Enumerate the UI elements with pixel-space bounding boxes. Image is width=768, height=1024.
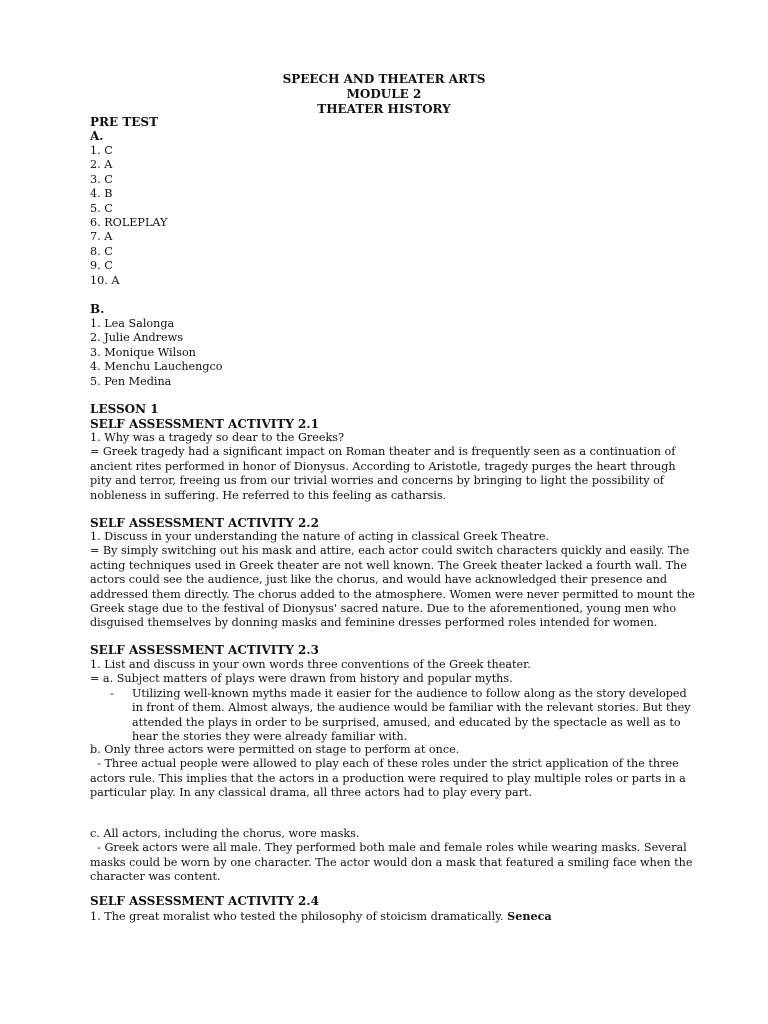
answer-item: 4. B	[90, 187, 113, 201]
answer-line: pity and terror, freeing us from our trivial worries and concerns by bringing to light the possibility of	[90, 474, 664, 488]
detail-line: masks could be worn by one character. The actor would don a mask that featured a smiling face when the	[90, 855, 693, 869]
activity-2-1-heading: SELF ASSESSMENT ACTIVITY 2.1	[90, 417, 319, 431]
detail-line: - Greek actors were all male. They performed both male and female roles while wearing masks. Several	[90, 841, 687, 855]
convention-b: b. Only three actors were permitted on stage to perform at once.	[90, 743, 460, 756]
activity-2-2-body	[90, 530, 695, 631]
detail-line: attended the plays in order to be surprised, amused, and educated by the spectacle as well as to	[132, 715, 681, 729]
answer-item: 9. C	[90, 259, 113, 273]
answer-item: 7. A	[90, 230, 113, 244]
answer-line: addressed them directly. The chorus added to the atmosphere. Women were never permitted to mount the	[90, 587, 695, 601]
answer-item: 3. Monique Wilson	[90, 345, 196, 359]
question-text: 1. List and discuss in your own words three conventions of the Greek theater.	[90, 658, 531, 671]
convention-c-block	[90, 827, 693, 885]
activity-2-4-body	[90, 909, 680, 924]
question-text: 1. The great moralist who tested the philosophy of stoicism dramatically.	[90, 910, 504, 923]
answer-line: = Greek tragedy had a significant impact on Roman theater and is frequently seen as a continuation of	[90, 445, 676, 459]
answer-item: 3. C	[90, 172, 113, 186]
answer-line: acting techniques used in Greek theater are not well known. The Greek theater lacked a fourth wall. The	[90, 558, 687, 572]
activity-2-3-intro	[90, 658, 680, 687]
detail-line: Utilizing well-known myths made it easier for the audience to follow along as the story developed	[132, 687, 687, 700]
doc-title-topic: THEATER HISTORY	[317, 102, 451, 116]
pretest-part-b-list	[90, 317, 680, 389]
activity-2-1-body	[90, 431, 680, 503]
pretest-heading: PRE TEST	[90, 115, 158, 129]
answer-text: Seneca	[507, 909, 552, 923]
doc-title-module: MODULE 2	[346, 87, 422, 101]
detail-line: in front of them. Almost always, the audience would be familiar with the relevant stories. But they	[132, 701, 691, 715]
answer-item: 4. Menchu Lauchengco	[90, 360, 223, 374]
detail-line: character was content.	[90, 870, 221, 884]
lesson-heading: LESSON 1	[90, 402, 159, 416]
answer-line: nobleness in suffering. He referred to this feeling as catharsis.	[90, 488, 447, 502]
detail-line: hear the stories they were already familiar with.	[132, 730, 408, 744]
question-text: 1. Discuss in your understanding the nature of acting in classical Greek Theatre.	[90, 530, 550, 543]
convention-a: = a. Subject matters of plays were drawn from history and popular myths.	[90, 672, 513, 686]
convention-c: c. All actors, including the chorus, wore masks.	[90, 827, 360, 840]
answer-item: 5. C	[90, 201, 113, 215]
answer-line: ancient rites performed in honor of Dionysus. According to Aristotle, tragedy purges the heart through	[90, 459, 676, 473]
answer-item: 5. Pen Medina	[90, 374, 172, 388]
answer-item: 2. A	[90, 158, 113, 172]
bullet-dash: -	[110, 687, 114, 700]
detail-line: - Three actual people were allowed to play each of these roles under the strict application of the three	[90, 757, 679, 771]
doc-title-subject: SPEECH AND THEATER ARTS	[282, 72, 486, 86]
pretest-part-a-list	[90, 144, 680, 288]
answer-line: = By simply switching out his mask and attire, each actor could switch characters quickly and easily. The	[90, 544, 690, 558]
activity-2-4-heading: SELF ASSESSMENT ACTIVITY 2.4	[90, 894, 319, 908]
pretest-part-b-label: B.	[90, 302, 105, 316]
answer-item: 1. Lea Salonga	[90, 317, 175, 330]
answer-item: 6. ROLEPLAY	[90, 216, 168, 230]
pretest-part-a-label: A.	[90, 129, 104, 143]
answer-item: 10. A	[90, 273, 120, 287]
answer-line: actors could see the audience, just like the chorus, and would have acknowledged their presence and	[90, 573, 668, 587]
answer-item: 8. C	[90, 244, 113, 258]
question-text: 1. Why was a tragedy so dear to the Greeks?	[90, 431, 345, 444]
detail-line: actors rule. This implies that the actors in a production were required to play multiple roles or parts in a	[90, 771, 686, 785]
convention-a-detail	[132, 687, 691, 745]
convention-b-block	[90, 743, 686, 801]
answer-item: 1. C	[90, 144, 113, 157]
answer-line: disguised themselves by donning masks and feminine dresses performed roles intended for women.	[90, 616, 658, 630]
answer-item: 2. Julie Andrews	[90, 331, 183, 345]
detail-line: particular play. In any classical drama, all three actors had to play every part.	[90, 786, 533, 800]
activity-2-2-heading: SELF ASSESSMENT ACTIVITY 2.2	[90, 516, 319, 530]
answer-line: Greek stage due to the festival of Dionysus' sacred nature. Due to the aforementioned, young men who	[90, 602, 677, 616]
activity-2-3-heading: SELF ASSESSMENT ACTIVITY 2.3	[90, 643, 319, 657]
